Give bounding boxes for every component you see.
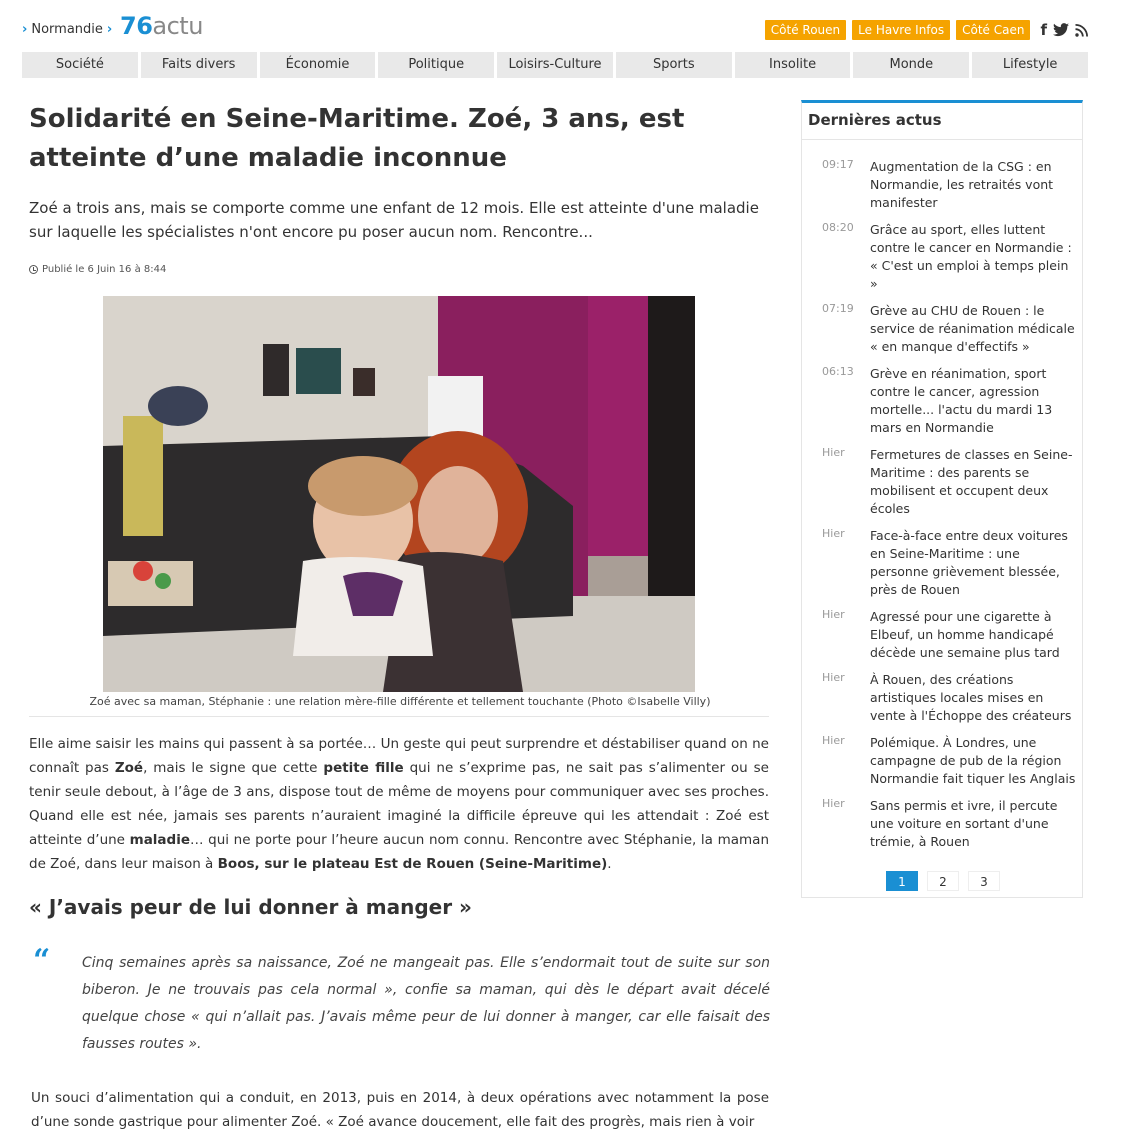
link-le-havre-infos[interactable]: Le Havre Infos	[852, 20, 950, 40]
bold-run: maladie	[129, 832, 190, 848]
site-logo[interactable]	[120, 12, 203, 40]
nav-lifestyle[interactable]: Lifestyle	[972, 52, 1088, 78]
text-run: , mais le signe que cette	[143, 760, 324, 776]
article-quote: Cinq semaines après sa naissance, Zoé ne mangeait pas. Elle s’endormait tout de suite sur son biberon. Je ne trouvais pas cela normal », confie sa maman, qui dès le départ avait décelé quelque chose « qui n’allait pas. J’avais même peur de lui donner à manger, car elle faisait des fausses routes ».	[82, 955, 770, 1052]
breadcrumb[interactable]	[22, 22, 116, 37]
rss-icon[interactable]	[1075, 24, 1088, 37]
news-link[interactable]: Grève en réanimation, sport contre le cancer, agression mortelle... l'actu du mardi 13 mars en Normandie	[870, 366, 1053, 435]
bold-run: Boos, sur le plateau Est de Rouen (Seine-Maritime)	[217, 856, 608, 872]
facebook-icon[interactable]: f	[1040, 21, 1047, 39]
page-1-button[interactable]: 1	[886, 871, 918, 891]
news-time: Hier	[822, 671, 845, 684]
article-photo[interactable]	[103, 296, 695, 692]
top-bar	[22, 14, 1088, 46]
divider	[802, 139, 1082, 140]
news-time: Hier	[822, 608, 845, 621]
photo-illustration	[103, 296, 695, 692]
text-run: Elle aime saisir les mains qui passent à sa portée… Un geste qui peut surprendre et déstabiliser quand on ne connaît pas	[29, 736, 769, 776]
nav-sports[interactable]: Sports	[616, 52, 732, 78]
news-time: Hier	[822, 797, 845, 810]
nav-loisirs-culture[interactable]: Loisirs-Culture	[497, 52, 613, 78]
photo-caption: Zoé avec sa maman, Stéphanie : une relation mère-fille différente et tellement touchante (Photo ©Isabelle Villy)	[89, 695, 711, 708]
breadcrumb-normandie[interactable]: Normandie	[31, 22, 103, 37]
nav-monde[interactable]: Monde	[853, 52, 969, 78]
news-link[interactable]: Fermetures de classes en Seine-Maritime : des parents se mobilisent et occupent deux écoles	[870, 447, 1073, 516]
news-time: 08:20	[822, 221, 854, 234]
news-link[interactable]: Grève au CHU de Rouen : le service de réanimation médicale « en manque d'effectifs »	[870, 303, 1075, 354]
news-link[interactable]: Agressé pour une cigarette à Elbeuf, un homme handicapé décède une semaine plus tard	[870, 609, 1060, 660]
page-3-button[interactable]: 3	[968, 871, 1000, 891]
divider	[29, 716, 769, 717]
article	[29, 100, 771, 1130]
pagination	[886, 871, 1000, 891]
news-link[interactable]: Augmentation de la CSG : en Normandie, les retraités vont manifester	[870, 159, 1054, 210]
clock-icon	[29, 265, 38, 274]
nav-economie[interactable]: Économie	[260, 52, 376, 78]
chevron-right-icon: ›	[106, 22, 113, 37]
logo-word: actu	[152, 12, 203, 40]
logo-number: 76	[120, 12, 153, 40]
nav-politique[interactable]: Politique	[378, 52, 494, 78]
news-link[interactable]: Grâce au sport, elles luttent contre le cancer en Normandie : « C'est un emploi à temps plein »	[870, 222, 1072, 291]
link-cote-caen[interactable]: Côté Caen	[956, 20, 1030, 40]
publish-date	[29, 264, 771, 275]
main-nav	[22, 52, 1088, 78]
page-2-button[interactable]: 2	[927, 871, 959, 891]
twitter-icon[interactable]	[1053, 23, 1069, 37]
nav-societe[interactable]: Société	[22, 52, 138, 78]
news-link[interactable]: Face-à-face entre deux voitures en Seine-Maritime : une personne grièvement blessée, près de Rouen	[870, 528, 1068, 597]
article-title: Solidarité en Seine-Maritime. Zoé, 3 ans, est atteinte d’une maladie inconnue	[29, 104, 685, 173]
news-link[interactable]: Sans permis et ivre, il percute une voiture en sortant d'une trémie, à Rouen	[870, 798, 1058, 849]
news-time: 07:19	[822, 302, 854, 315]
link-cote-rouen[interactable]: Côté Rouen	[765, 20, 846, 40]
text-run: .	[607, 856, 612, 872]
nav-insolite[interactable]: Insolite	[735, 52, 851, 78]
news-time: Hier	[822, 527, 845, 540]
text-run: … qui ne porte pour l’heure aucun nom connu. Rencontre avec Stéphanie, la maman de Zoé, dans leur maison à	[29, 832, 769, 872]
news-link[interactable]: À Rouen, des créations artistiques locales mises en vente à l'Échoppe des créateurs	[870, 672, 1072, 723]
quote-icon: “	[33, 943, 51, 978]
text-run: qui ne s’exprime pas, ne sait pas s’alimenter ou se tenir seule debout, à l’âge de 3 ans, dispose tout de même de moyens pour communiquer avec ses proches. Quand elle est née, jamais ses parents n’auraient imaginé la difficile épreuve qui les attendait : Zoé est atteinte d’une	[29, 760, 769, 848]
sidebar-title: Dernières actus	[808, 111, 942, 129]
nav-faits-divers[interactable]: Faits divers	[141, 52, 257, 78]
chevron-right-icon: ›	[22, 22, 28, 37]
news-time: Hier	[822, 446, 845, 459]
side-links	[765, 20, 1088, 40]
latest-news-sidebar	[801, 100, 1083, 898]
article-paragraph-2: Un souci d’alimentation qui a conduit, en 2013, puis en 2014, à deux opérations avec notamment la pose d’une sonde gastrique pour alimenter Zoé. « Zoé avance doucement, elle fait des progrès, mais rien à voir	[31, 1090, 769, 1130]
news-time: Hier	[822, 734, 845, 747]
news-time: 06:13	[822, 365, 854, 378]
article-subheading: « J’avais peur de lui donner à manger »	[29, 895, 472, 919]
news-time: 09:17	[822, 158, 854, 171]
bold-run: petite fille	[323, 760, 404, 776]
bold-run: Zoé	[114, 760, 144, 776]
article-lead: Zoé a trois ans, mais se comporte comme une enfant de 12 mois. Elle est atteinte d'une maladie sur laquelle les spécialistes n'ont encore pu poser aucun nom. Rencontre...	[29, 199, 759, 241]
publish-date-text: Publié le 6 Juin 16 à 8:44	[42, 264, 167, 275]
article-paragraph-1	[29, 732, 769, 876]
news-link[interactable]: Polémique. À Londres, une campagne de pub de la région Normandie fait tiquer les Anglais	[870, 735, 1076, 786]
